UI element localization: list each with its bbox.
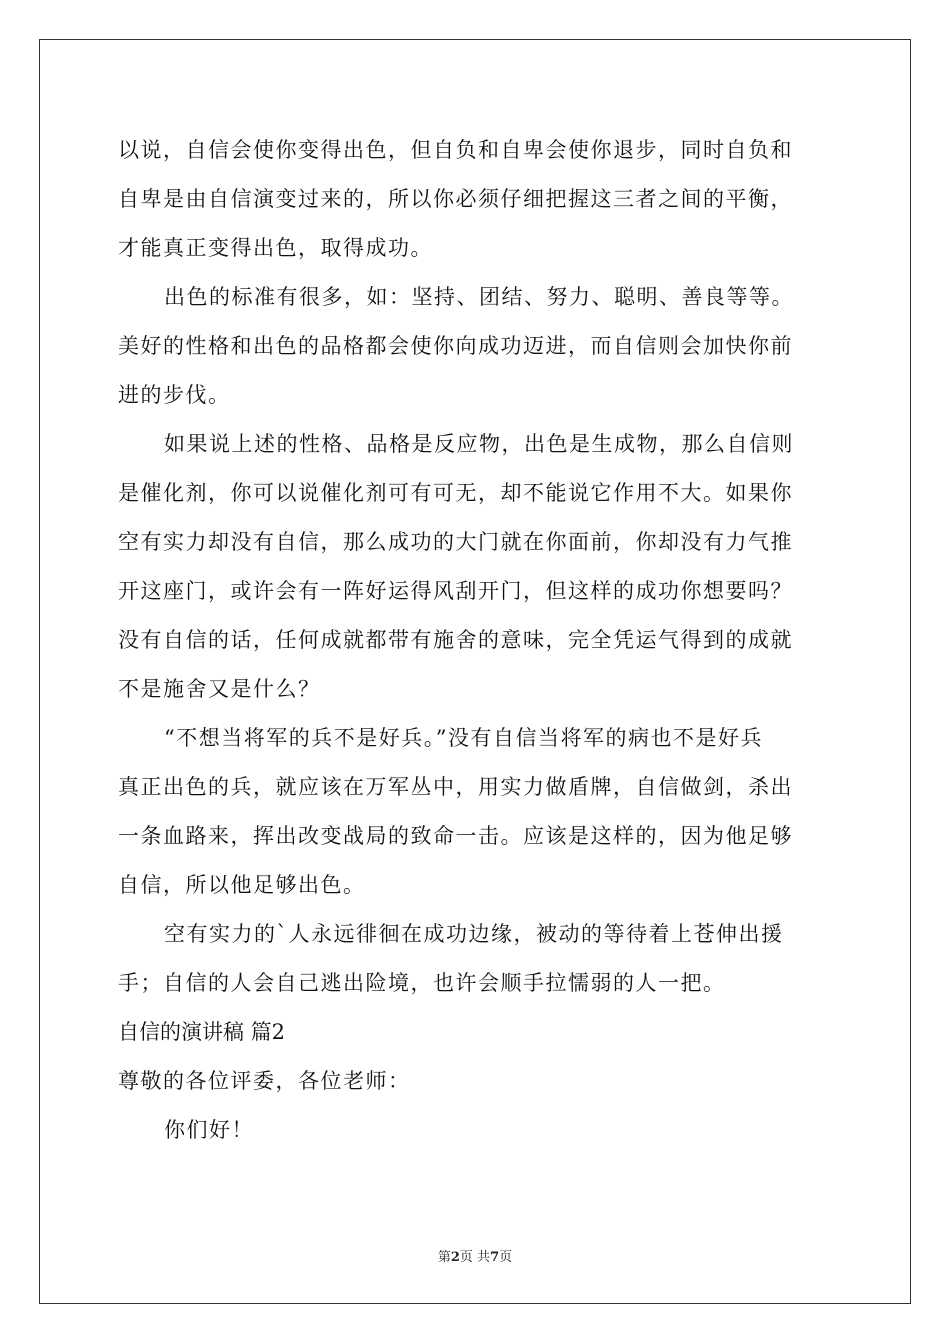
paragraph-start: 出色的标准有很多，如：坚持、团结、努力、聪明、善良等等。 [164, 285, 794, 309]
text-line: 开这座门，或许会有一阵好运得风刮开门，但这样的成功你想要吗？ [118, 579, 793, 603]
text-line: 真正出色的兵，就应该在万军丛中，用实力做盾牌，自信做剑，杀出 [118, 775, 793, 799]
paragraph-start: “不想当将军的兵不是好兵。”没有自信当将军的病也不是好兵 [164, 726, 763, 750]
total-pages-number: 7 [490, 1250, 500, 1265]
text-line: 是催化剂，你可以说催化剂可有可无，却不能说它作用不大。如果你 [118, 481, 793, 505]
footer-suffix: 页 [499, 1250, 513, 1265]
text-line: 美好的性格和出色的品格都会使你向成功迈进，而自信则会加快你前 [118, 334, 793, 358]
text-line: 手；自信的人会自己逃出险境，也许会顺手拉懦弱的人一把。 [118, 971, 726, 995]
text-line: 不是施舍又是什么？ [118, 677, 321, 701]
text-line: 空有实力却没有自信，那么成功的大门就在你面前，你却没有力气推 [118, 530, 793, 554]
page-footer [0, 1246, 950, 1265]
salutation: 尊敬的各位评委，各位老师： [118, 1069, 411, 1093]
greeting: 你们好！ [164, 1118, 254, 1142]
paragraph-start: 如果说上述的性格、品格是反应物，出色是生成物，那么自信则 [164, 432, 794, 456]
text-line: 一条血路来，挥出改变战局的致命一击。应该是这样的，因为他足够 [118, 824, 793, 848]
paragraph-start: 空有实力的`人永远徘徊在成功边缘，被动的等待着上苍伸出援 [164, 922, 784, 946]
footer-middle: 页 共 [459, 1250, 491, 1265]
section-heading: 自信的演讲稿 篇2 [118, 1020, 286, 1044]
current-page-number: 2 [450, 1250, 460, 1265]
text-line: 进的步伐。 [118, 383, 231, 407]
text-line: 没有自信的话，任何成就都带有施舍的意味，完全凭运气得到的成就 [118, 628, 793, 652]
footer-prefix: 第 [437, 1250, 451, 1265]
text-line: 以说，自信会使你变得出色，但自负和自卑会使你退步，同时自负和 [118, 138, 793, 162]
document-body [118, 126, 838, 1155]
text-line: 自卑是由自信演变过来的，所以你必须仔细把握这三者之间的平衡， [118, 187, 793, 211]
text-line: 自信，所以他足够出色。 [118, 873, 366, 897]
text-line: 才能真正变得出色，取得成功。 [118, 236, 433, 260]
